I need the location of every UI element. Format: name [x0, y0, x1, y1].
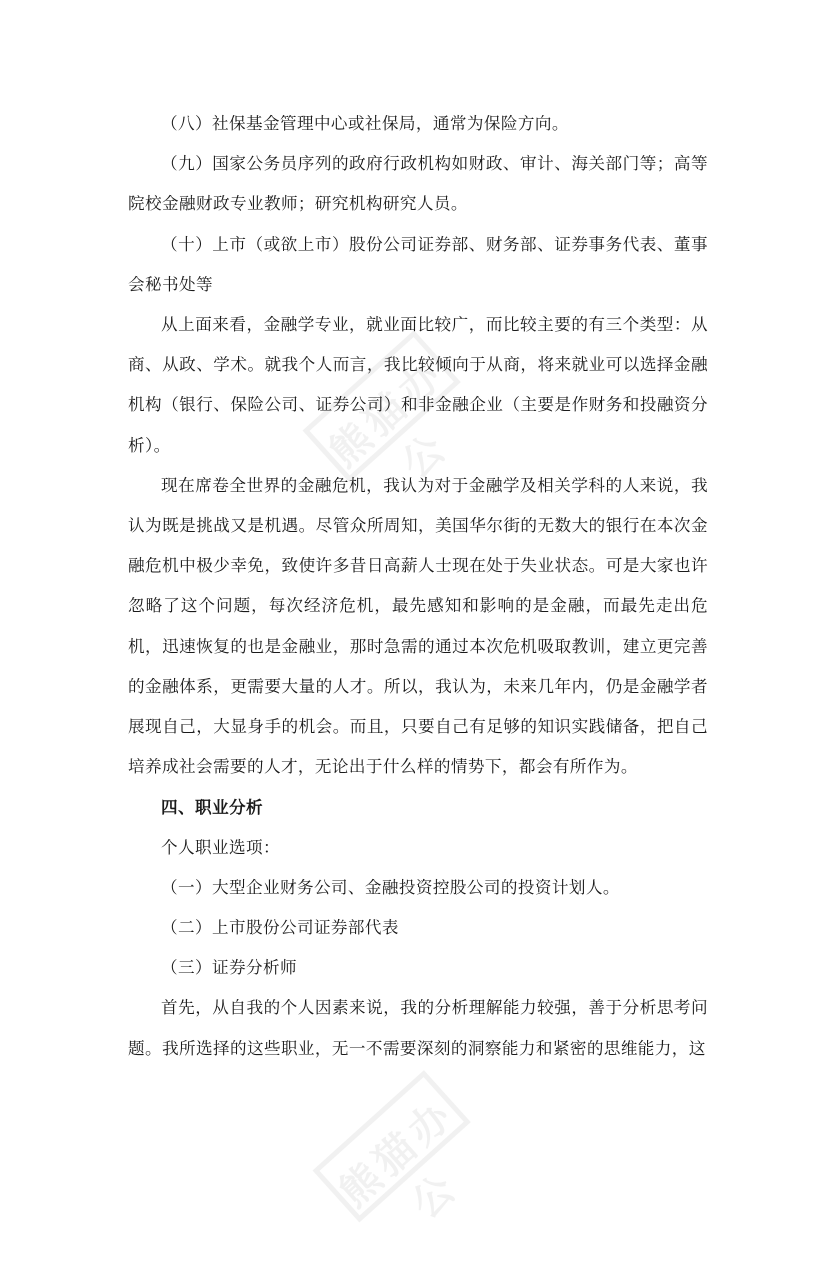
- analysis-paragraph: 首先，从自我的个人因素来说，我的分析理解能力较强，善于分析思考问题。我所选择的这些职业，无一不需要深刻的洞察能力和紧密的思维能力，这: [128, 998, 708, 1058]
- watermark-text: 熊猫办公: [321, 349, 459, 488]
- document-body: [128, 104, 708, 1069]
- list-item-ten: （十）上市（或欲上市）股份公司证券部、财务部、证券事务代表、董事会秘书处等: [128, 234, 708, 294]
- option-three: （三）证券分析师: [161, 958, 297, 978]
- list-item-eight: （八）社保基金管理中心或社保局，通常为保险方向。: [161, 114, 569, 133]
- option-one: （一）大型企业财务公司、金融投资控股公司的投资计划人。: [161, 877, 620, 897]
- list-item-nine: （九）国家公务员序列的政府行政机构如财政、审计、海关部门等；高等院校金融财政专业教师；研究机构研究人员。: [128, 154, 708, 214]
- option-two: （二）上市股份公司证券部代表: [161, 918, 399, 938]
- options-intro: 个人职业选项：: [161, 837, 280, 857]
- watermark-frame: [312, 1070, 470, 1222]
- watermark-text: 熊猫办公: [331, 1089, 469, 1228]
- section-heading: 四、职业分析: [161, 797, 263, 818]
- summary-paragraph: 从上面来看，金融学专业，就业面比较广，而比较主要的有三个类型：从商、从政、学术。就我个人而言，我比较倾向于从商，将来就业可以选择金融机构（银行、保险公司、证券公司）和非金融企业（主要是作财务和投融资分析）。: [128, 315, 708, 455]
- crisis-paragraph: 现在席卷全世界的金融危机，我认为对于金融学及相关学科的人来说，我认为既是挑战又是机遇。尽管众所周知，美国华尔街的无数大的银行在本次金融危机中极少幸免，致使许多昔日高薪人士现在处于失业状态。可是大家也许忽略了这个问题，每次经济危机，最先感知和影响的是金融，而最先走出危机，迅速恢复的也是金融业，那时急需的通过本次危机吸取教训，建立更完善的金融体系，更需要大量的人才。所以，我认为，未来几年内，仍是金融学者展现自己，大显身手的机会。而且，只要自己有足够的知识实践储备，把自己培养成社会需要的人才，无论出于什么样的情势下，都会有所作为。: [128, 475, 708, 777]
- watermark: [299, 1055, 491, 1245]
